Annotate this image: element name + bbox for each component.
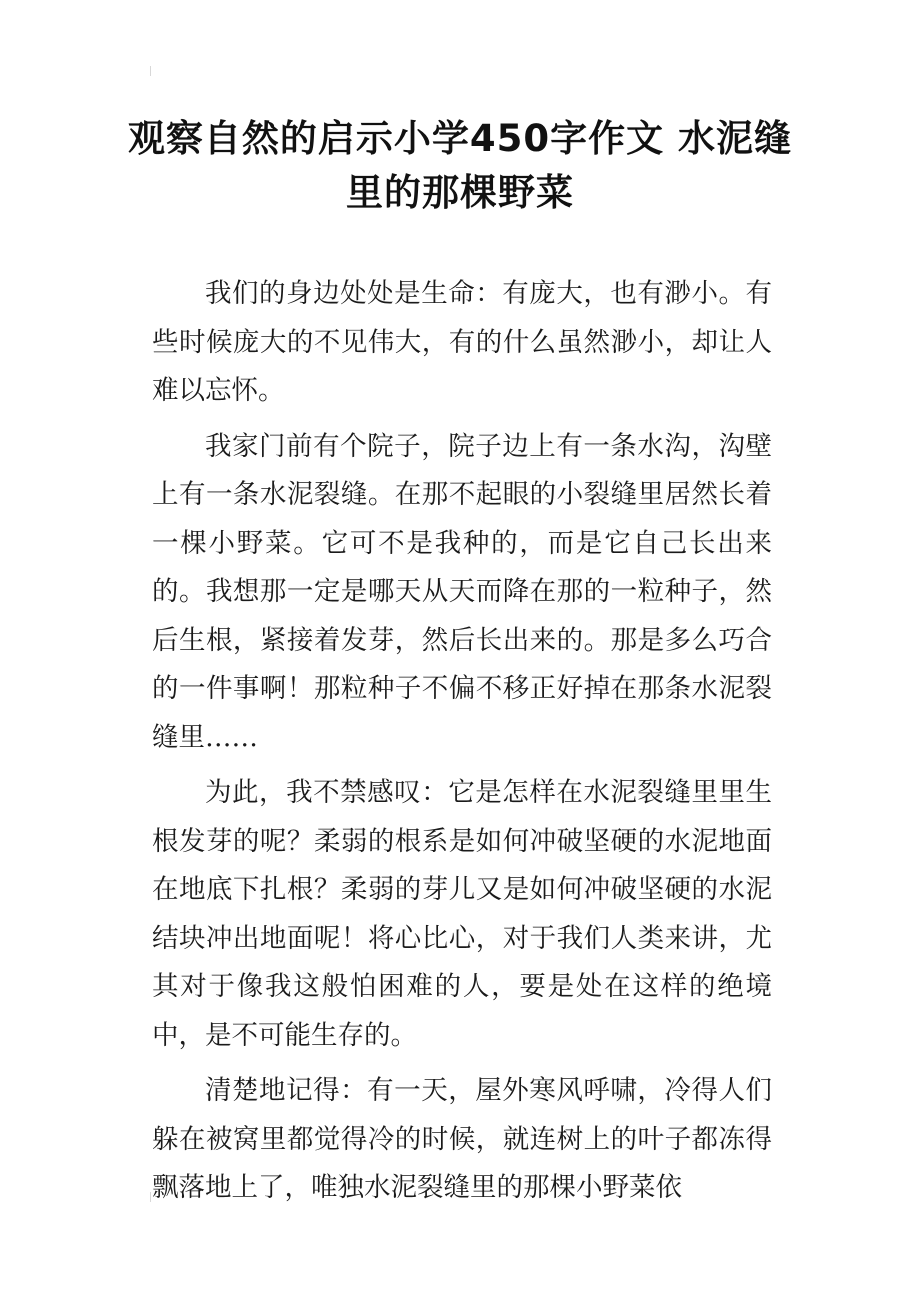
paragraph-1: 我们的身边处处是生命：有庞大，也有渺小。有些时候庞大的不见伟大，有的什么虽然渺小，却让人难以忘怀。 (152, 278, 772, 406)
scan-corner-mark-bottom (150, 1192, 157, 1202)
paragraph-4: 清楚地记得：有一天，屋外寒风呼啸，冷得人们躲在被窝里都觉得冷的时候，就连树上的叶子都冻得飘落地上了，唯独水泥裂缝里的那棵小野菜依 (152, 1075, 772, 1203)
document-title: 观察自然的启示小学450字作文 水泥缝里的那棵野菜 (127, 117, 793, 214)
document-body (152, 270, 772, 1220)
paragraph-3: 为此，我不禁感叹：它是怎样在水泥裂缝里里生根发芽的呢？柔弱的根系是如何冲破坚硬的水泥地面在地底下扎根？柔弱的芽儿又是如何冲破坚硬的水泥结块冲出地面呢！将心比心，对于我们人类来讲，尤其对于像我这般怕困难的人，要是处在这样的绝境中，是不可能生存的。 (152, 777, 772, 1051)
scan-corner-mark-top (150, 66, 157, 76)
paragraph-2: 我家门前有个院子，院子边上有一条水沟，沟壁上有一条水泥裂缝。在那不起眼的小裂缝里居然长着一棵小野菜。它可不是我种的，而是它自己长出来的。我想那一定是哪天从天而降在那的一粒种子，然后生根，紧接着发芽，然后长出来的。那是多么巧合的一件事啊！那粒种子不偏不移正好掉在那条水泥裂缝里…… (152, 430, 772, 753)
